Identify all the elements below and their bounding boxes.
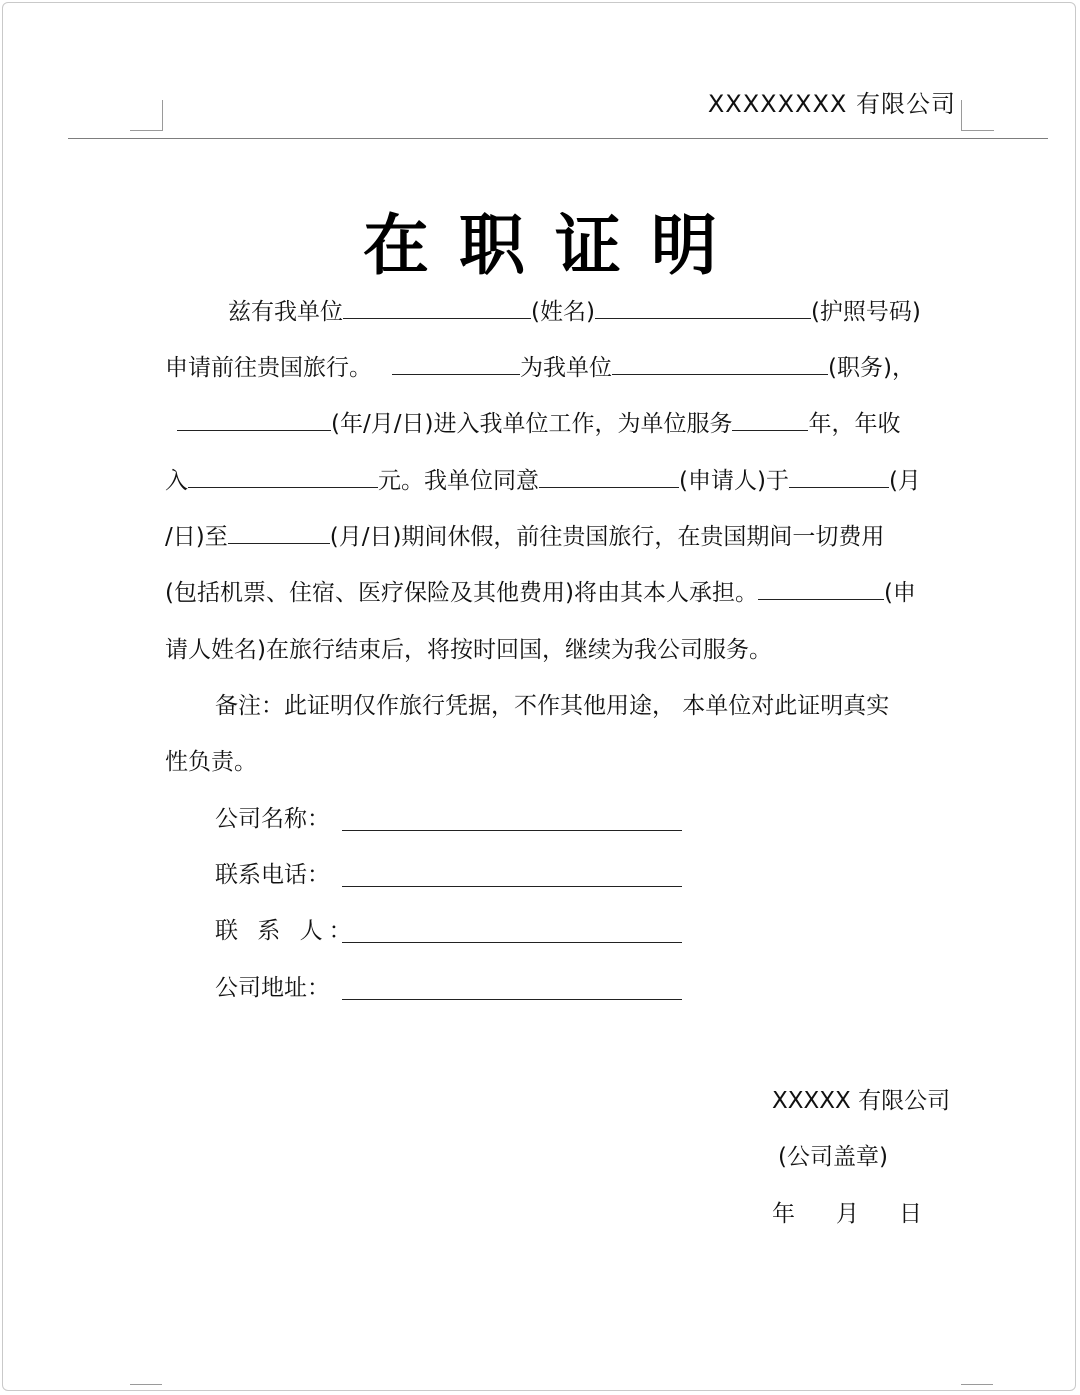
field-phone-label: 联系电话： [215, 862, 330, 888]
crop-mark-top-right [961, 100, 994, 131]
field-contact-line[interactable] [342, 942, 682, 943]
position-blank[interactable] [612, 352, 828, 375]
field-company-name-label: 公司名称： [215, 806, 330, 832]
body-text: /日)至 [165, 524, 228, 550]
leave-start-blank[interactable] [789, 465, 889, 488]
body-line-4 [165, 465, 965, 497]
page-title: 在职证明 [363, 206, 747, 284]
body-line-8 [165, 690, 965, 722]
body-line-3 [165, 408, 965, 440]
body-text: (申请人)于 [679, 468, 789, 494]
footer-company: XXXXX 有限公司 [772, 1088, 951, 1114]
body-text: 为我单位 [520, 355, 612, 381]
footer-year: 年 [772, 1201, 795, 1227]
footer-day: 日 [899, 1201, 922, 1227]
crop-mark-top-left [130, 100, 163, 131]
body-text: (月 [888, 468, 921, 494]
footer-month: 月 [836, 1201, 859, 1227]
applicant-name-blank[interactable] [758, 577, 884, 600]
leave-end-blank[interactable] [228, 521, 330, 544]
body-text: (职务)， [828, 355, 915, 381]
body-line-6 [165, 577, 965, 609]
crop-mark-bottom-left [130, 1384, 162, 1385]
body-line-1 [165, 296, 965, 328]
passport-blank[interactable] [595, 296, 811, 319]
body-text: (姓名) [531, 299, 595, 325]
field-company-name-line[interactable] [342, 830, 682, 831]
income-blank[interactable] [188, 465, 378, 488]
body-text: 元。我单位同意 [378, 468, 539, 494]
body-text: 申请前往贵国旅行。 [165, 355, 372, 381]
field-address-label: 公司地址： [215, 975, 330, 1001]
employee-blank[interactable] [392, 352, 520, 375]
body-text: (护照号码) [810, 299, 921, 325]
body-line-9: 性负责。 [165, 749, 257, 775]
body-text: (包括机票、住宿、医疗保险及其他费用)将由其本人承担。 [165, 580, 758, 606]
crop-mark-bottom-right [961, 1384, 993, 1385]
body-text: 入 [165, 468, 188, 494]
name-blank[interactable] [343, 296, 531, 319]
body-text: (申 [883, 580, 916, 606]
body-text: 兹有我单位 [228, 299, 343, 325]
field-phone-line[interactable] [342, 886, 682, 887]
body-text: 年，年收 [808, 411, 901, 437]
body-line-5 [165, 521, 965, 553]
body-line-7: 请人姓名)在旅行结束后，将按时回国，继续为我公司服务。 [165, 637, 772, 663]
applicant-blank[interactable] [539, 465, 679, 488]
years-blank[interactable] [732, 408, 808, 431]
footer-stamp: (公司盖章) [778, 1144, 888, 1170]
body-line-2 [165, 352, 965, 384]
body-text: (月/日)期间休假，前往贵国旅行，在贵国期间一切费用 [329, 524, 885, 550]
start-date-blank[interactable] [177, 408, 331, 431]
field-contact-label: 联 系 人： [215, 918, 358, 944]
header-rule [68, 138, 1048, 139]
remark-text: 备注：此证明仅作旅行凭据，不作其他用途， 本单位对此证明真实 [215, 693, 890, 719]
field-address-line[interactable] [342, 999, 682, 1000]
body-text: (年/月/日)进入我单位工作，为单位服务 [331, 411, 733, 437]
header-company: XXXXXXXX 有限公司 [707, 90, 956, 118]
